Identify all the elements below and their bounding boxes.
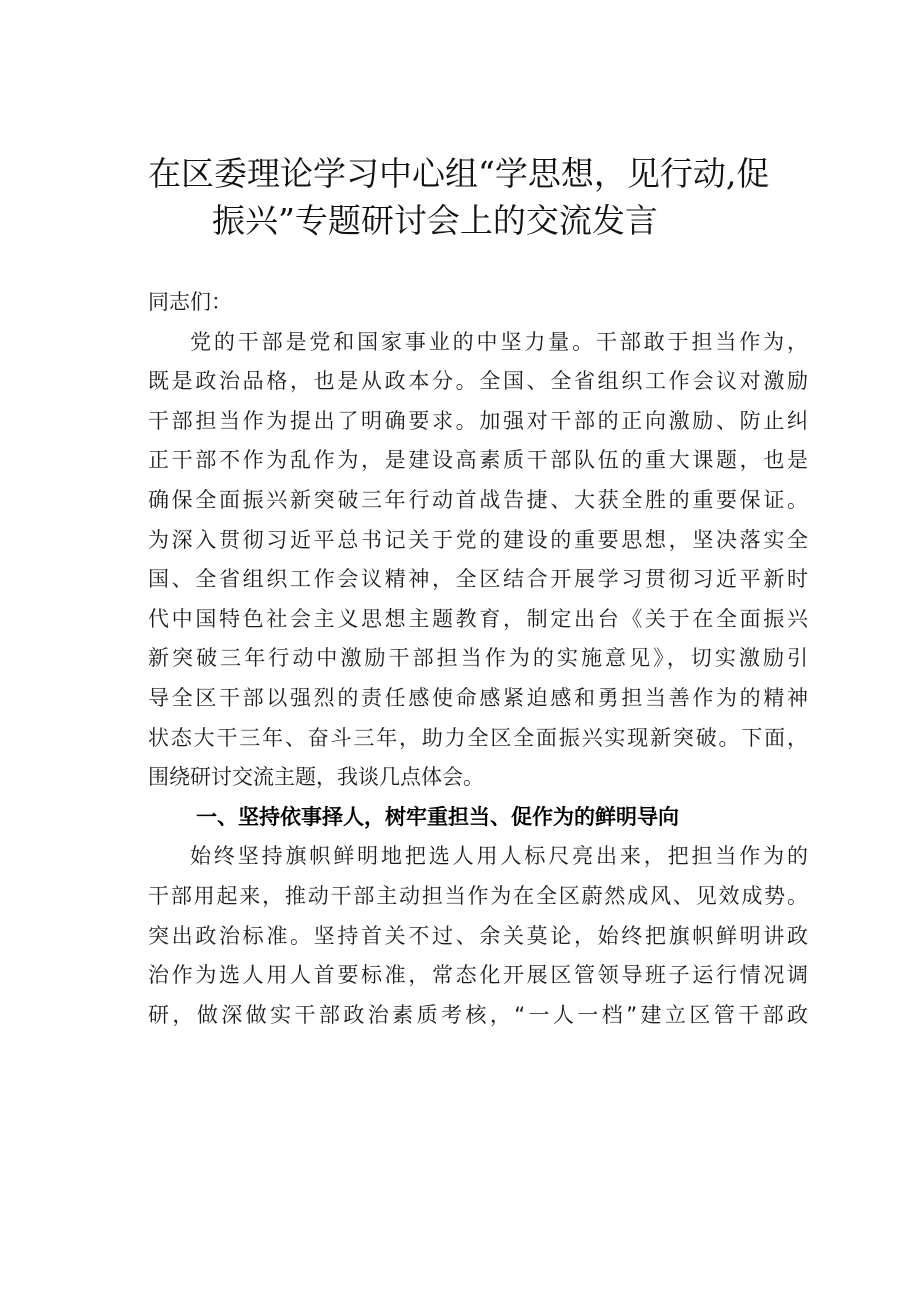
- paragraph-line: 为深入贯彻习近平总书记关于党的建设的重要思想，坚决落实全: [148, 527, 808, 552]
- document-title: [100, 150, 840, 244]
- paragraph-line: 干部用起来，推动干部主动担当作为在全区蔚然成风、见效成势。: [148, 883, 808, 908]
- document-body: [148, 283, 808, 1035]
- paragraph-line: 国、全省组织工作会议精神，全区结合开展学习贯彻习近平新时: [148, 567, 808, 592]
- paragraph-line: 新突破三年行动中激励干部担当作为的实施意见》，切实激励引: [148, 646, 808, 671]
- paragraph-line: 研，做深做实干部政治素质考核，“一人一档”建立区管干部政: [148, 1002, 808, 1027]
- paragraph-line: 代中国特色社会主义思想主题教育，制定出台《关于在全面振兴: [148, 606, 808, 631]
- title-line: 振兴”专题研讨会上的交流发言: [212, 201, 658, 240]
- paragraph-line: 突出政治标准。坚持首关不过、余关莫论，始终把旗帜鲜明讲政: [148, 923, 808, 948]
- salutation: 同志们：: [148, 290, 232, 314]
- paragraph-line: 状态大干三年、奋斗三年，助力全区全面振兴实现新突破。下面，: [148, 725, 808, 750]
- paragraph-line: 正干部不作为乱作为，是建设高素质干部队伍的重大课题，也是: [148, 448, 808, 473]
- paragraph-line: 治作为选人用人首要标准，常态化开展区管领导班子运行情况调: [148, 963, 808, 988]
- title-line: 在区委理论学习中心组“学思想，见行动,促: [148, 154, 770, 193]
- paragraph-line: 既是政治品格，也是从政本分。全国、全省组织工作会议对激励: [148, 369, 808, 394]
- paragraph-line: 党的干部是党和国家事业的中坚力量。干部敢于担当作为，: [190, 329, 808, 354]
- paragraph-line: 始终坚持旗帜鲜明地把选人用人标尺亮出来，把担当作为的: [190, 844, 808, 869]
- section-heading: 一、坚持依事择人，树牢重担当、促作为的鲜明导向: [196, 805, 679, 829]
- paragraph-line: 干部担当作为提出了明确要求。加强对干部的正向激励、防止纠: [148, 408, 808, 433]
- paragraph-line: 导全区干部以强烈的责任感使命感紧迫感和勇担当善作为的精神: [148, 685, 808, 710]
- paragraph-line: 确保全面振兴新突破三年行动首战告捷、大获全胜的重要保证。: [148, 487, 808, 512]
- paragraph-line: 围绕研讨交流主题，我谈几点体会。: [148, 765, 484, 790]
